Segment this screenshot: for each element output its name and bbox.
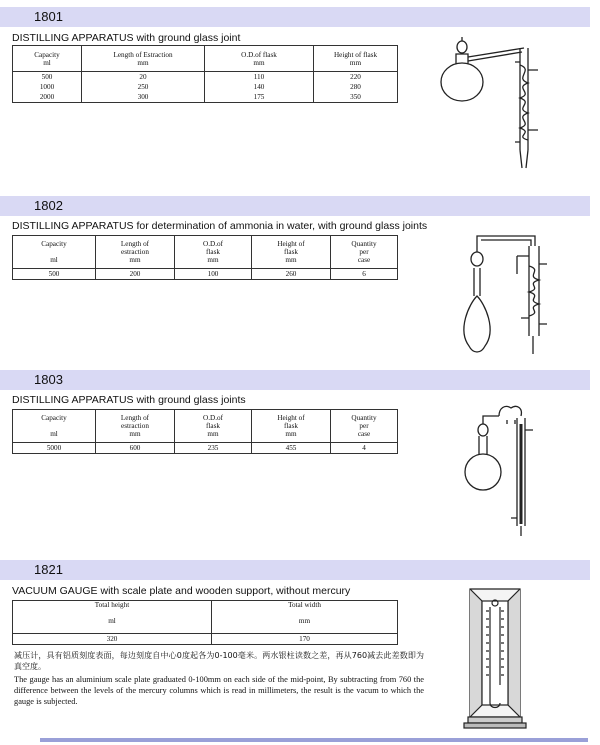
bottom-bar — [40, 738, 588, 742]
table-row: 500 200 100 260 6 — [13, 269, 398, 280]
section-band-1802 — [0, 196, 590, 216]
spec-table-1802: Capacity ml Length of estraction mm O.D.of flask mm Height of flask mm Quantity per case 500 200 100 260 6 — [12, 235, 398, 280]
product-code: 1803 — [34, 372, 63, 387]
table-row: 1000 250 140 280 — [13, 82, 398, 92]
product-title: DISTILLING APPARATUS with ground glass joints — [12, 394, 246, 406]
product-title: DISTILLING APPARATUS with ground glass joint — [12, 32, 241, 44]
section-band-1803 — [0, 370, 590, 390]
product-code: 1801 — [34, 9, 63, 24]
description-chinese: 减压计，具有铝质刻度表面，每边刻度自中心0度起各为0-100毫米。两水银柱读数之差，再从760减去此差数即为真空度。 — [14, 651, 424, 671]
spec-table-1821: Total height ml Total width mm 320 170 — [12, 600, 398, 645]
distilling-apparatus-1801-illustration — [430, 30, 560, 175]
spec-table-1801: Capacity ml Length of Estraction mm O.D.of flask mm Height of flask mm 500 20 110 220 1000 250 140 280 2000 300 175 350 — [12, 45, 398, 103]
product-title: VACUUM GAUGE with scale plate and wooden support, without mercury — [12, 585, 351, 597]
table-row: 5000 600 235 455 4 — [13, 443, 398, 454]
product-code: 1802 — [34, 198, 63, 213]
table-row: 500 20 110 220 — [13, 72, 398, 83]
product-code: 1821 — [34, 562, 63, 577]
distilling-apparatus-1803-illustration — [455, 394, 555, 544]
product-title: DISTILLING APPARATUS for determination of ammonia in water, with ground glass joints — [12, 220, 428, 232]
spec-table-1803: Capacity ml Length of estraction mm O.D.of flask mm Height of flask mm Quantity per case 5000 600 235 455 4 — [12, 409, 398, 454]
section-band-1821 — [0, 560, 590, 580]
section-band-1801 — [0, 7, 590, 27]
table-row: 2000 300 175 350 — [13, 92, 398, 103]
distilling-apparatus-1802-illustration — [455, 226, 565, 376]
table-row: 320 170 — [13, 634, 398, 645]
vacuum-gauge-1821-illustration — [460, 585, 530, 730]
description-english: The gauge has an aluminium scale plate graduated 0-100mm on each side of the mid-point, By subtracting from 760 the difference between the levels of the mercury columns which is read in millimeters, the result is the vacum to which the gauge is subjected. — [14, 675, 424, 706]
